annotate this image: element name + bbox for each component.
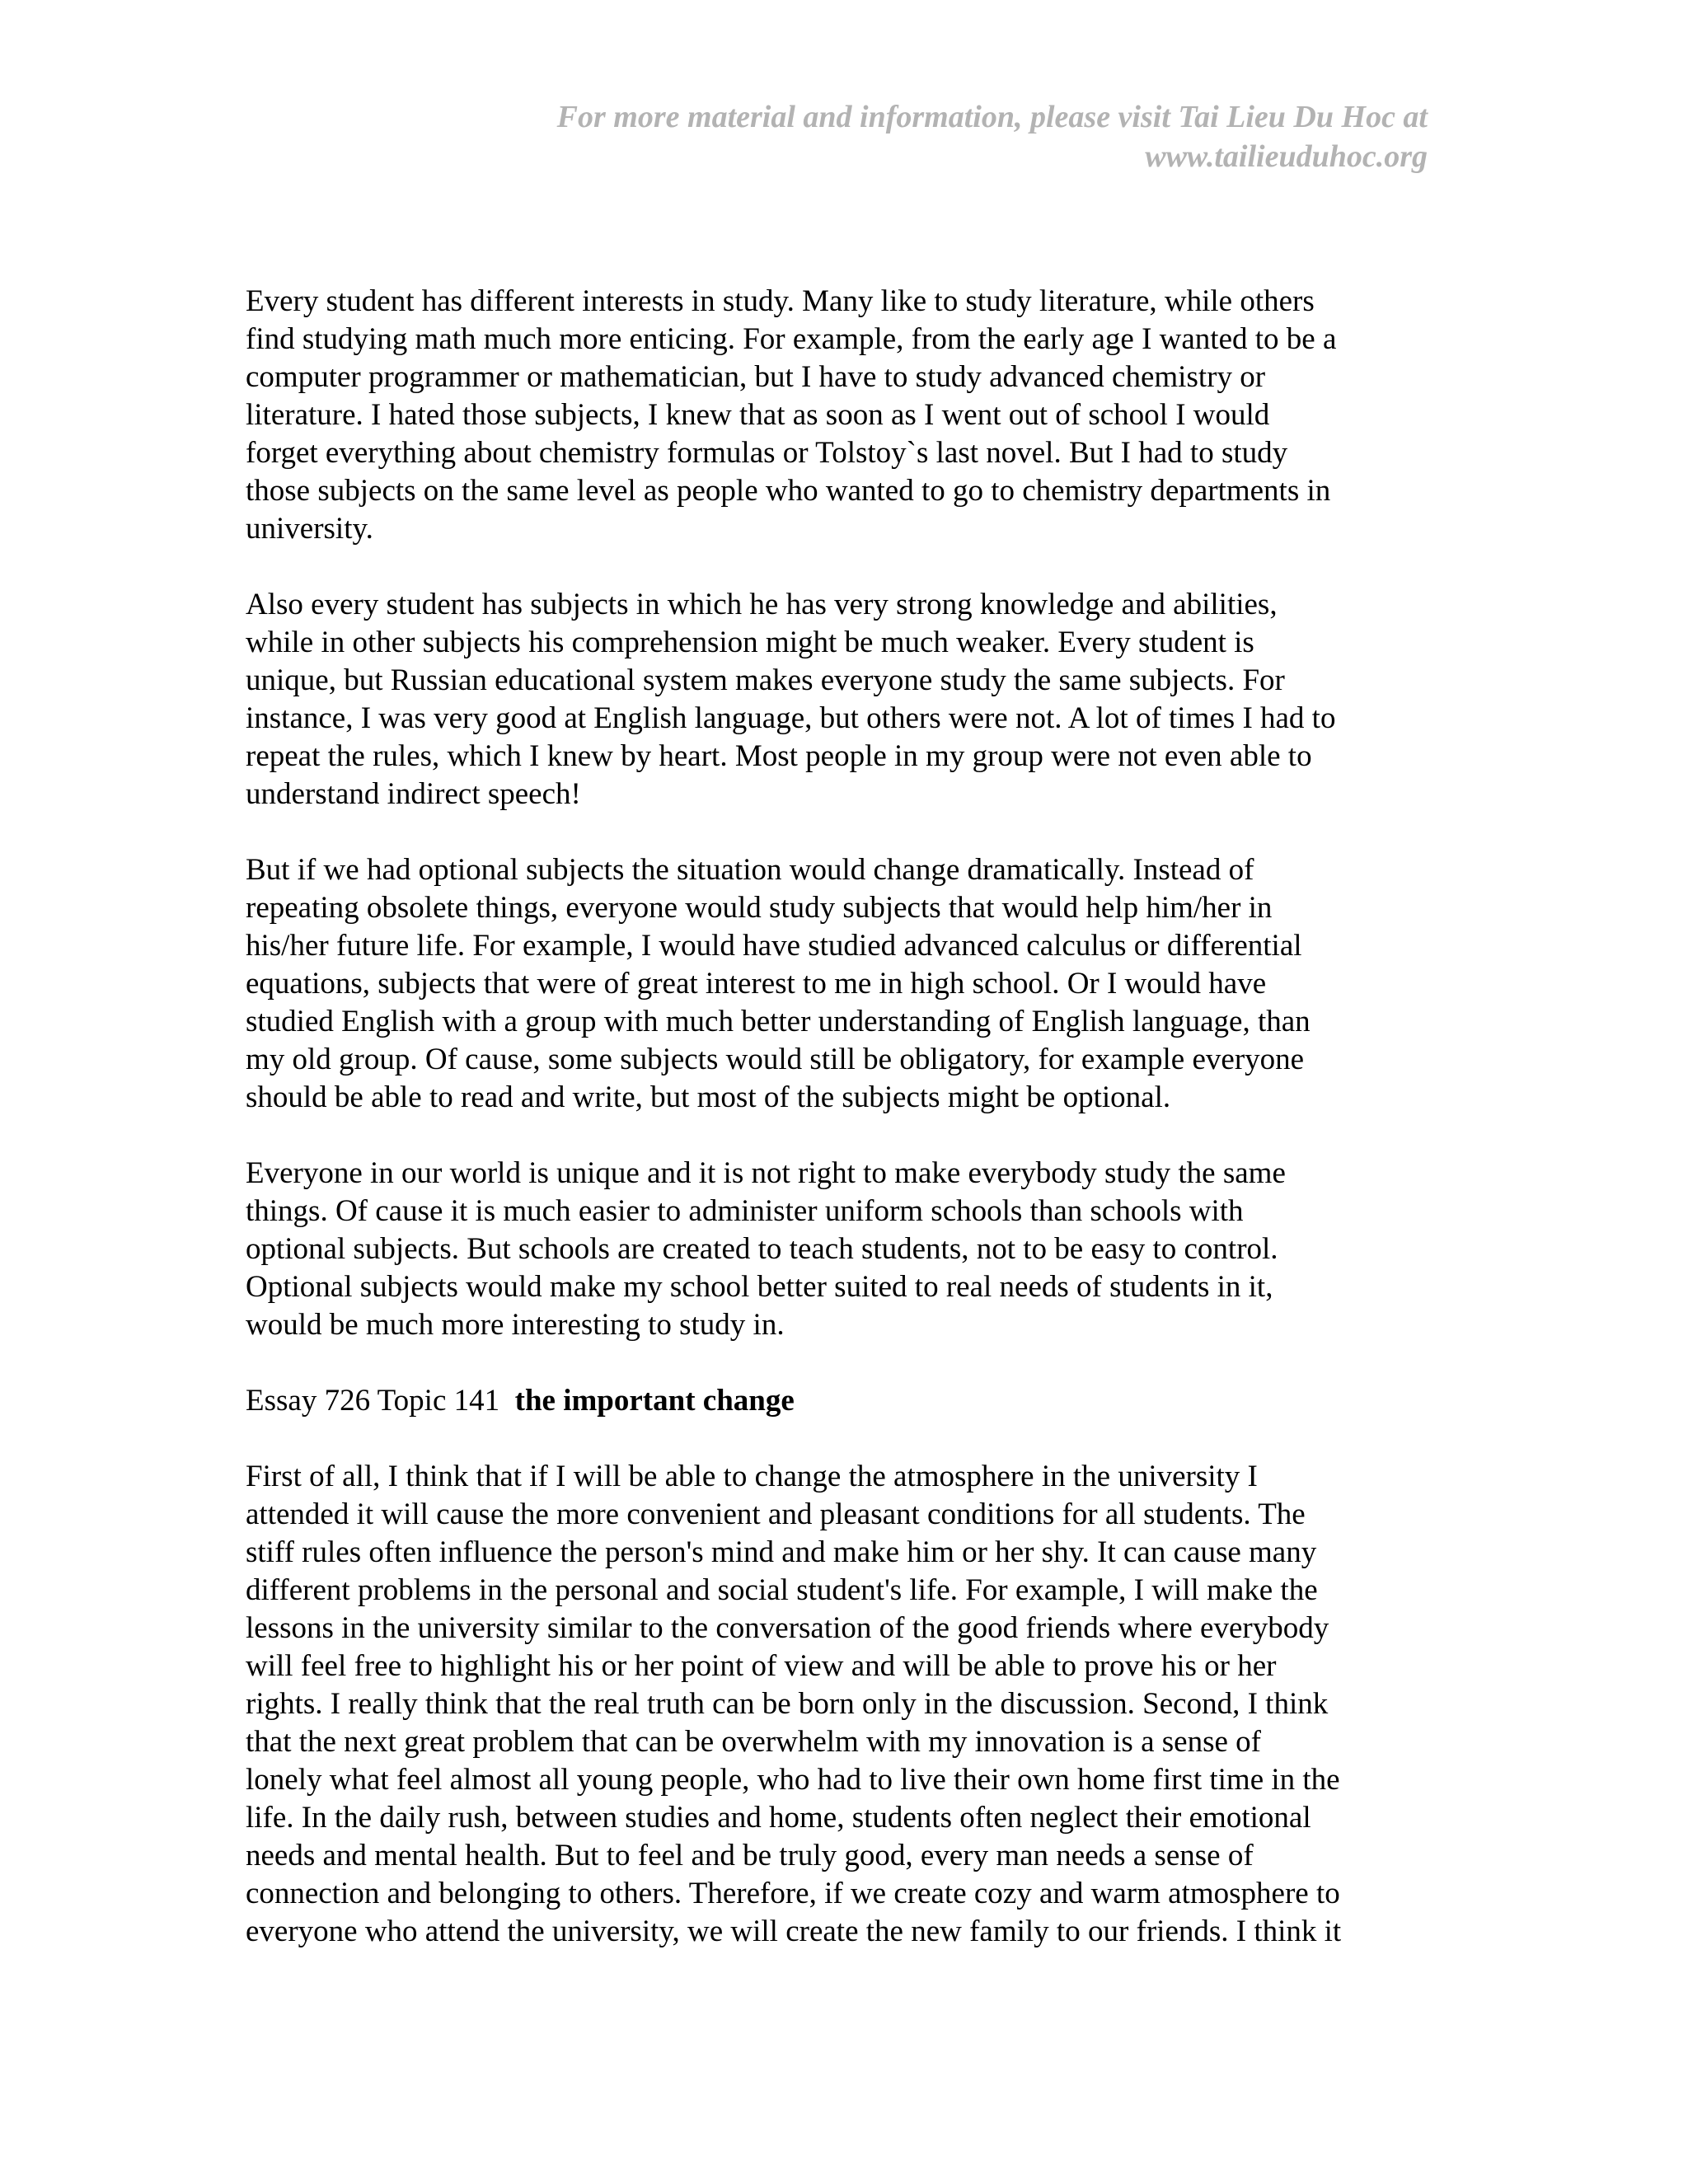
text-line: But if we had optional subjects the situation would change dramatically. Instead of: [246, 853, 1254, 887]
text-line: unique, but Russian educational system makes everyone study the same subjects. For: [246, 663, 1285, 697]
text-line: Every student has different interests in study. Many like to study literature, while others: [246, 284, 1315, 318]
text-line: attended it will cause the more convenient and pleasant conditions for all students. The: [246, 1497, 1306, 1531]
text-line: Also every student has subjects in which he has very strong knowledge and abilities,: [246, 588, 1278, 621]
text-line: should be able to read and write, but most of the subjects might be optional.: [246, 1080, 1171, 1114]
text-line: repeating obsolete things, everyone would study subjects that would help him/her in: [246, 891, 1273, 925]
text-line: lessons in the university similar to the conversation of the good friends where everybody: [246, 1611, 1329, 1645]
essay-label: Essay 726 Topic 141: [246, 1384, 500, 1418]
header-line-1: For more material and information, please visit Tai Lieu Du Hoc at: [556, 100, 1428, 134]
text-line: equations, subjects that were of great interest to me in high school. Or I would have: [246, 967, 1267, 1001]
text-line: everyone who attend the university, we will create the new family to our friends. I think it: [246, 1915, 1342, 1948]
text-line: understand indirect speech!: [246, 777, 581, 811]
text-line: computer programmer or mathematician, but I have to study advanced chemistry or: [246, 360, 1266, 394]
text-line: Everyone in our world is unique and it is not right to make everybody study the same: [246, 1156, 1286, 1190]
text-line: find studying math much more enticing. For example, from the early age I wanted to be a: [246, 322, 1337, 356]
text-line: that the next great problem that can be overwhelm with my innovation is a sense of: [246, 1725, 1261, 1759]
text-line: studied English with a group with much better understanding of English language, than: [246, 1005, 1311, 1038]
paragraph-3: [246, 851, 1432, 1117]
text-line: instance, I was very good at English language, but others were not. A lot of times I had to: [246, 701, 1336, 735]
text-line: lonely what feel almost all young people, who had to live their own home first time in the: [246, 1763, 1340, 1797]
text-line: things. Of cause it is much easier to administer uniform schools than schools with: [246, 1194, 1244, 1228]
text-line: life. In the daily rush, between studies and home, students often neglect their emotional: [246, 1801, 1311, 1835]
paragraph-5: [246, 1458, 1432, 1951]
essay-heading: [246, 1382, 1432, 1420]
text-line: his/her future life. For example, I would have studied advanced calculus or differential: [246, 929, 1302, 963]
text-line: my old group. Of cause, some subjects would still be obligatory, for example everyone: [246, 1043, 1305, 1076]
paragraph-2: [246, 586, 1432, 813]
text-line: repeat the rules, which I knew by heart. Most people in my group were not even able to: [246, 739, 1312, 773]
text-line: those subjects on the same level as people who wanted to go to chemistry departments in: [246, 474, 1331, 508]
header-note: [438, 97, 1428, 176]
paragraph-4: [246, 1155, 1432, 1344]
text-line: literature. I hated those subjects, I knew that as soon as I went out of school I would: [246, 398, 1270, 432]
text-line: will feel free to highlight his or her point of view and will be able to prove his or her: [246, 1649, 1277, 1683]
text-line: would be much more interesting to study in.: [246, 1308, 785, 1342]
text-line: different problems in the personal and social student's life. For example, I will make the: [246, 1573, 1318, 1607]
text-line: university.: [246, 512, 373, 546]
text-line: First of all, I think that if I will be able to change the atmosphere in the university I: [246, 1460, 1258, 1493]
text-line: connection and belonging to others. Therefore, if we create cozy and warm atmosphere to: [246, 1877, 1340, 1910]
text-line: Optional subjects would make my school better suited to real needs of students in it,: [246, 1270, 1273, 1304]
text-line: while in other subjects his comprehension might be much weaker. Every student is: [246, 626, 1254, 659]
paragraph-1: [246, 283, 1432, 548]
essay-topic-title: the important change: [514, 1384, 795, 1418]
header-line-2: www.tailieuduhoc.org: [1145, 139, 1428, 174]
body-text: [246, 283, 1432, 1989]
text-line: rights. I really think that the real truth can be born only in the discussion. Second, I think: [246, 1687, 1329, 1721]
text-line: needs and mental health. But to feel and be truly good, every man needs a sense of: [246, 1839, 1254, 1872]
text-line: forget everything about chemistry formulas or Tolstoy`s last novel. But I had to study: [246, 436, 1288, 470]
text-line: stiff rules often influence the person's mind and make him or her shy. It can cause many: [246, 1535, 1317, 1569]
text-line: optional subjects. But schools are created to teach students, not to be easy to control.: [246, 1232, 1278, 1266]
